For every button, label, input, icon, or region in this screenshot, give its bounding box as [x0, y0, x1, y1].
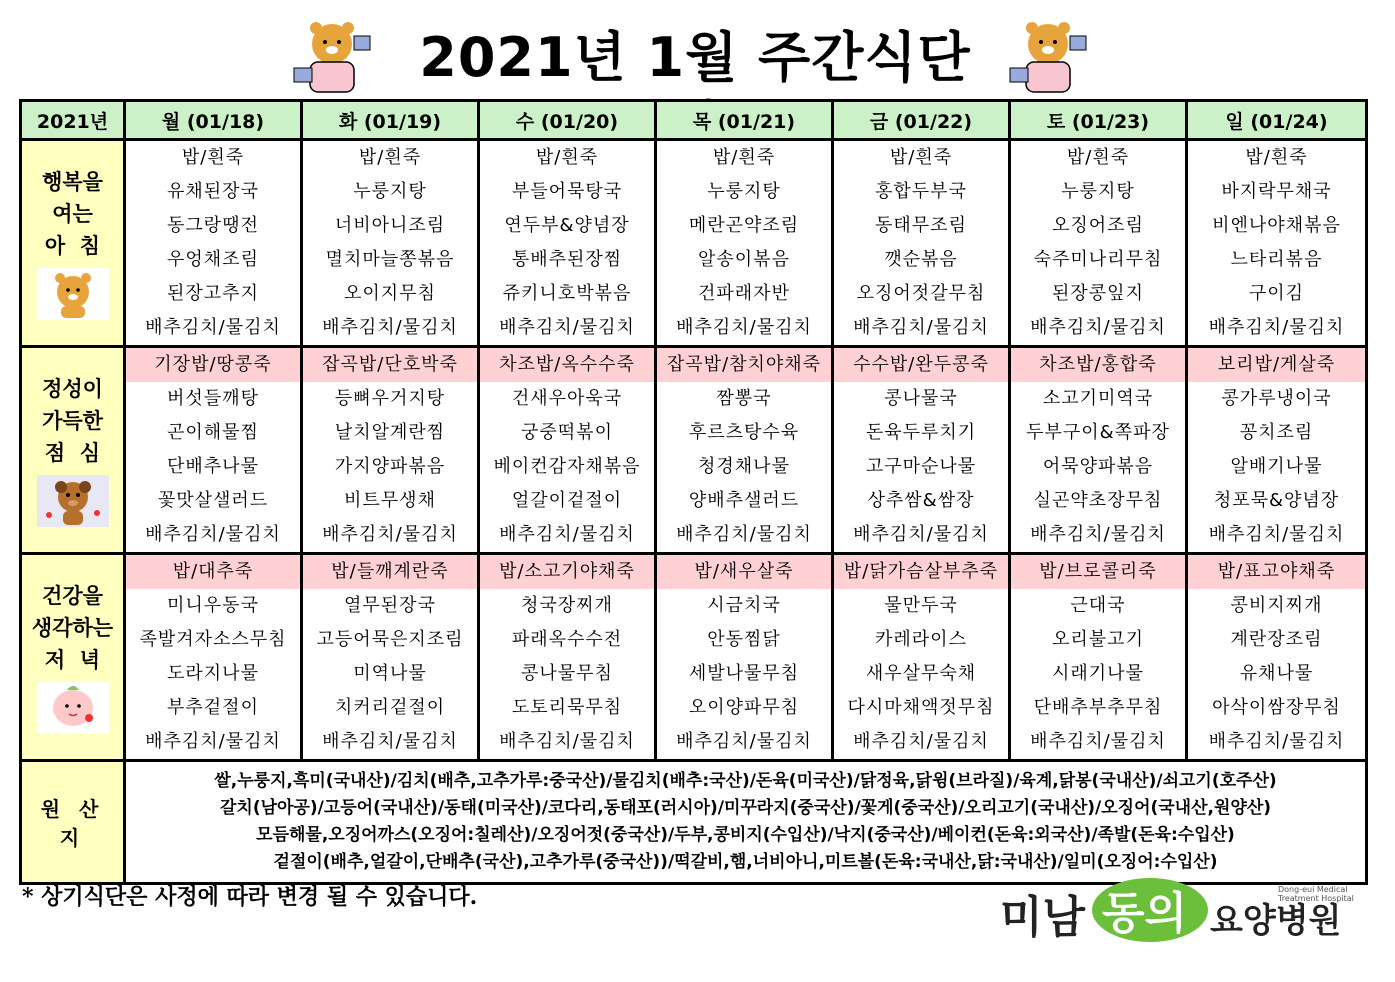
day-header: 일 (01/24): [1187, 101, 1367, 140]
menu-cell: 곤이해물찜: [125, 416, 302, 450]
menu-cell: 양배추샐러드: [656, 484, 833, 518]
menu-cell: 꽁치조림: [1187, 416, 1367, 450]
origin-text: [125, 761, 1367, 884]
menu-cell: 오이양파무침: [656, 691, 833, 725]
menu-cell: 누룽지탕: [656, 175, 833, 209]
menu-cell: 세발나물무침: [656, 657, 833, 691]
meal-row: [21, 623, 1367, 657]
meal-row: [21, 277, 1367, 311]
menu-cell: 동태무조림: [833, 209, 1010, 243]
menu-cell: 기장밥/땅콩죽: [125, 347, 302, 383]
menu-cell: 도라지나물: [125, 657, 302, 691]
menu-cell: 오리불고기: [1010, 623, 1187, 657]
menu-cell: 배추김치/물김치: [656, 311, 833, 347]
menu-cell: 버섯들깨탕: [125, 382, 302, 416]
menu-cell: 건파래자반: [656, 277, 833, 311]
menu-cell: 안동찜닭: [656, 623, 833, 657]
meal-row: [21, 140, 1367, 176]
menu-cell: 콩나물국: [833, 382, 1010, 416]
menu-cell: 밥/흰죽: [833, 140, 1010, 176]
menu-cell: 차조밥/홍합죽: [1010, 347, 1187, 383]
header-row: [21, 101, 1367, 140]
disclaimer-note: * 상기식단은 사정에 따라 변경 될 수 있습니다.: [22, 884, 478, 910]
menu-cell: 아삭이쌈장무침: [1187, 691, 1367, 725]
meal-row: [21, 175, 1367, 209]
menu-cell: 수수밥/완두콩죽: [833, 347, 1010, 383]
menu-cell: 다시마채액젓무침: [833, 691, 1010, 725]
menu-cell: 후르츠탕수육: [656, 416, 833, 450]
menu-cell: 밥/표고야채죽: [1187, 554, 1367, 590]
meal-row: [21, 311, 1367, 347]
menu-cell: 파래옥수수전: [479, 623, 656, 657]
meal-row: [21, 209, 1367, 243]
day-header: 목 (01/21): [656, 101, 833, 140]
menu-cell: 통배추된장찜: [479, 243, 656, 277]
menu-cell: 깻순볶음: [833, 243, 1010, 277]
meal-row: [21, 589, 1367, 623]
menu-cell: 두부구이&쪽파장: [1010, 416, 1187, 450]
menu-cell: 배추김치/물김치: [1010, 311, 1187, 347]
logo-english-1: Dong-eui Medical: [1278, 885, 1348, 894]
menu-table: [19, 99, 1368, 885]
menu-cell: 밥/흰죽: [656, 140, 833, 176]
menu-cell: 배추김치/물김치: [479, 311, 656, 347]
menu-cell: 미역나물: [302, 657, 479, 691]
menu-cell: 배추김치/물김치: [479, 518, 656, 554]
menu-cell: 날치알계란찜: [302, 416, 479, 450]
menu-cell: 밥/대추죽: [125, 554, 302, 590]
menu-cell: 시래기나물: [1010, 657, 1187, 691]
meal-row: [21, 657, 1367, 691]
menu-cell: 밥/흰죽: [479, 140, 656, 176]
menu-cell: 고구마순나물: [833, 450, 1010, 484]
menu-cell: 된장고추지: [125, 277, 302, 311]
menu-cell: 배추김치/물김치: [1187, 311, 1367, 347]
ryan-character-icon: [37, 268, 109, 320]
meal-row: [21, 416, 1367, 450]
menu-cell: 배추김치/물김치: [1187, 725, 1367, 761]
logo-prefix: 미남: [1000, 892, 1086, 943]
meal-label-line: 건강을: [42, 584, 103, 608]
menu-cell: 단배추부추무침: [1010, 691, 1187, 725]
menu-cell: 밥/흰죽: [1187, 140, 1367, 176]
menu-cell: 배추김치/물김치: [656, 518, 833, 554]
menu-cell: 유채된장국: [125, 175, 302, 209]
meal-label: [21, 140, 125, 347]
menu-cell: 배추김치/물김치: [1187, 518, 1367, 554]
menu-cell: 배추김치/물김치: [125, 518, 302, 554]
menu-cell: 밥/흰죽: [302, 140, 479, 176]
origin-line: 겉절이(배추,얼갈이,단배추(국산),고추가루(중국산))/떡갈비,햄,너비아니,미트볼(돈육:국내산,닭:국내산)/일미(오징어:수입산): [273, 852, 1218, 872]
menu-cell: 청포묵&양념장: [1187, 484, 1367, 518]
menu-cell: 연두부&양념장: [479, 209, 656, 243]
origin-row: [21, 761, 1367, 884]
menu-cell: 쥬키니호박볶음: [479, 277, 656, 311]
ryan-mascot-icon: [1000, 16, 1096, 100]
menu-cell: 시금치국: [656, 589, 833, 623]
menu-cell: 배추김치/물김치: [125, 725, 302, 761]
menu-cell: 오이지무침: [302, 277, 479, 311]
menu-cell: 오징어조림: [1010, 209, 1187, 243]
menu-cell: 밥/브로콜리죽: [1010, 554, 1187, 590]
meal-label-line: 가득한: [42, 409, 103, 433]
logo-english-2: Treatment Hospital: [1278, 894, 1354, 903]
menu-cell: 열무된장국: [302, 589, 479, 623]
hospital-logo: [1000, 870, 1365, 950]
meal-label-line: 행복을: [42, 170, 103, 194]
menu-cell: 너비아니조림: [302, 209, 479, 243]
meal-label-line: 저 녁: [44, 648, 101, 672]
menu-cell: 메란곤약조림: [656, 209, 833, 243]
menu-cell: 실곤약초장무침: [1010, 484, 1187, 518]
page-title: 2021년 1월 주간식단: [419, 26, 971, 89]
menu-cell: 족발겨자소스무침: [125, 623, 302, 657]
meal-row: [21, 554, 1367, 590]
meal-row: [21, 484, 1367, 518]
menu-cell: 밥/새우살죽: [656, 554, 833, 590]
menu-cell: 가지양파볶음: [302, 450, 479, 484]
menu-cell: 계란장조림: [1187, 623, 1367, 657]
origin-label: 원 산 지: [21, 761, 125, 884]
menu-cell: 알배기나물: [1187, 450, 1367, 484]
menu-cell: 밥/들깨계란죽: [302, 554, 479, 590]
logo-suffix: 요양병원: [1210, 901, 1342, 941]
hospital-logo-icon: [1000, 870, 1365, 950]
menu-cell: 알송이볶음: [656, 243, 833, 277]
menu-cell: 밥/닭가슴살부추죽: [833, 554, 1010, 590]
menu-cell: 동그랑땡전: [125, 209, 302, 243]
logo-highlight: 동의: [1102, 888, 1188, 939]
menu-cell: 건새우아욱국: [479, 382, 656, 416]
menu-cell: 근대국: [1010, 589, 1187, 623]
menu-cell: 배추김치/물김치: [833, 311, 1010, 347]
menu-cell: 부들어묵탕국: [479, 175, 656, 209]
menu-cell: 밥/소고기야채죽: [479, 554, 656, 590]
menu-cell: 배추김치/물김치: [302, 311, 479, 347]
menu-cell: 배추김치/물김치: [302, 518, 479, 554]
menu-cell: 베이컨감자채볶음: [479, 450, 656, 484]
origin-line: 갈치(남아공)/고등어(국내산)/동태(미국산)/코다리,동태포(러시아)/미꾸라지(중국산)/꽃게(중국산)/오리고기(국내산)/오징어(국내산,원양산): [219, 798, 1272, 818]
meal-label: [21, 347, 125, 554]
meal-row: [21, 725, 1367, 761]
menu-cell: 잡곡밥/참치야채죽: [656, 347, 833, 383]
menu-cell: 짬뽕국: [656, 382, 833, 416]
menu-cell: 청경채나물: [656, 450, 833, 484]
meal-row: [21, 691, 1367, 725]
day-header: 토 (01/23): [1010, 101, 1187, 140]
menu-cell: 배추김치/물김치: [1010, 518, 1187, 554]
meal-label-line: 아 침: [44, 234, 101, 258]
menu-cell: 밥/흰죽: [125, 140, 302, 176]
day-header: 금 (01/22): [833, 101, 1010, 140]
day-header: 월 (01/18): [125, 101, 302, 140]
day-header: 화 (01/19): [302, 101, 479, 140]
menu-cell: 등뼈우거지탕: [302, 382, 479, 416]
menu-cell: 잡곡밥/단호박죽: [302, 347, 479, 383]
frodo-dog-character-icon: [37, 475, 109, 527]
menu-cell: 구이김: [1187, 277, 1367, 311]
menu-cell: 차조밥/옥수수죽: [479, 347, 656, 383]
menu-cell: 새우살무숙채: [833, 657, 1010, 691]
menu-cell: 비엔나야채볶음: [1187, 209, 1367, 243]
year-header: 2021년: [21, 101, 125, 140]
menu-cell: 궁중떡볶이: [479, 416, 656, 450]
menu-cell: 치커리겉절이: [302, 691, 479, 725]
day-header: 수 (01/20): [479, 101, 656, 140]
meal-body: [21, 140, 1367, 761]
apeach-character-icon: [37, 682, 109, 734]
menu-cell: 홍합두부국: [833, 175, 1010, 209]
menu-cell: 꽃맛살샐러드: [125, 484, 302, 518]
menu-cell: 콩나물무침: [479, 657, 656, 691]
origin-line: 쌀,누룽지,흑미(국내산)/김치(배추,고추가루:중국산)/물김치(배추:국산)/돈육(미국산)/닭정육,닭윙(브라질)/육계,닭봉(국내산)/쇠고기(호주산): [214, 771, 1277, 791]
menu-cell: 돈육두루치기: [833, 416, 1010, 450]
menu-cell: 유채나물: [1187, 657, 1367, 691]
meal-row: [21, 347, 1367, 383]
menu-cell: 누룽지탕: [1010, 175, 1187, 209]
menu-cell: 고등어묵은지조림: [302, 623, 479, 657]
menu-cell: 콩비지찌개: [1187, 589, 1367, 623]
menu-cell: 느타리볶음: [1187, 243, 1367, 277]
meal-row: [21, 243, 1367, 277]
menu-cell: 얼갈이겉절이: [479, 484, 656, 518]
menu-cell: 배추김치/물김치: [302, 725, 479, 761]
menu-cell: 멸치마늘쫑볶음: [302, 243, 479, 277]
menu-cell: 배추김치/물김치: [833, 725, 1010, 761]
menu-cell: 콩가루냉이국: [1187, 382, 1367, 416]
menu-cell: 된장콩잎지: [1010, 277, 1187, 311]
menu-cell: 배추김치/물김치: [656, 725, 833, 761]
menu-cell: 미니우동국: [125, 589, 302, 623]
menu-cell: 어묵양파볶음: [1010, 450, 1187, 484]
meal-label-line: 점 심: [44, 441, 101, 465]
menu-cell: 청국장찌개: [479, 589, 656, 623]
meal-label-line: 정성이: [42, 377, 103, 401]
menu-cell: 오징어젓갈무침: [833, 277, 1010, 311]
meal-row: [21, 450, 1367, 484]
menu-cell: 도토리묵무침: [479, 691, 656, 725]
ryan-mascot-icon: [284, 16, 380, 100]
menu-cell: 소고기미역국: [1010, 382, 1187, 416]
menu-cell: 보리밥/게살죽: [1187, 347, 1367, 383]
menu-cell: 배추김치/물김치: [479, 725, 656, 761]
menu-cell: 밥/흰죽: [1010, 140, 1187, 176]
meal-row: [21, 382, 1367, 416]
title-area: [0, 8, 1395, 100]
menu-cell: 물만두국: [833, 589, 1010, 623]
menu-cell: 배추김치/물김치: [1010, 725, 1187, 761]
menu-cell: 누룽지탕: [302, 175, 479, 209]
menu-cell: 카레라이스: [833, 623, 1010, 657]
meal-label-line: 여는: [52, 202, 93, 226]
menu-cell: 배추김치/물김치: [833, 518, 1010, 554]
meal-label-line: 생각하는: [31, 616, 114, 640]
meal-label: [21, 554, 125, 761]
origin-line: 모듬해물,오징어까스(오징어:칠레산)/오징어젓(중국산)/두부,콩비지(수입산)/낙지(중국산)/베이컨(돈육:외국산)/족발(돈육:수입산): [256, 825, 1235, 845]
menu-cell: 부추겉절이: [125, 691, 302, 725]
menu-cell: 숙주미나리무침: [1010, 243, 1187, 277]
menu-cell: 바지락무채국: [1187, 175, 1367, 209]
menu-cell: 비트무생채: [302, 484, 479, 518]
meal-row: [21, 518, 1367, 554]
menu-cell: 상추쌈&쌈장: [833, 484, 1010, 518]
menu-cell: 배추김치/물김치: [125, 311, 302, 347]
menu-cell: 우엉채조림: [125, 243, 302, 277]
menu-cell: 단배추나물: [125, 450, 302, 484]
